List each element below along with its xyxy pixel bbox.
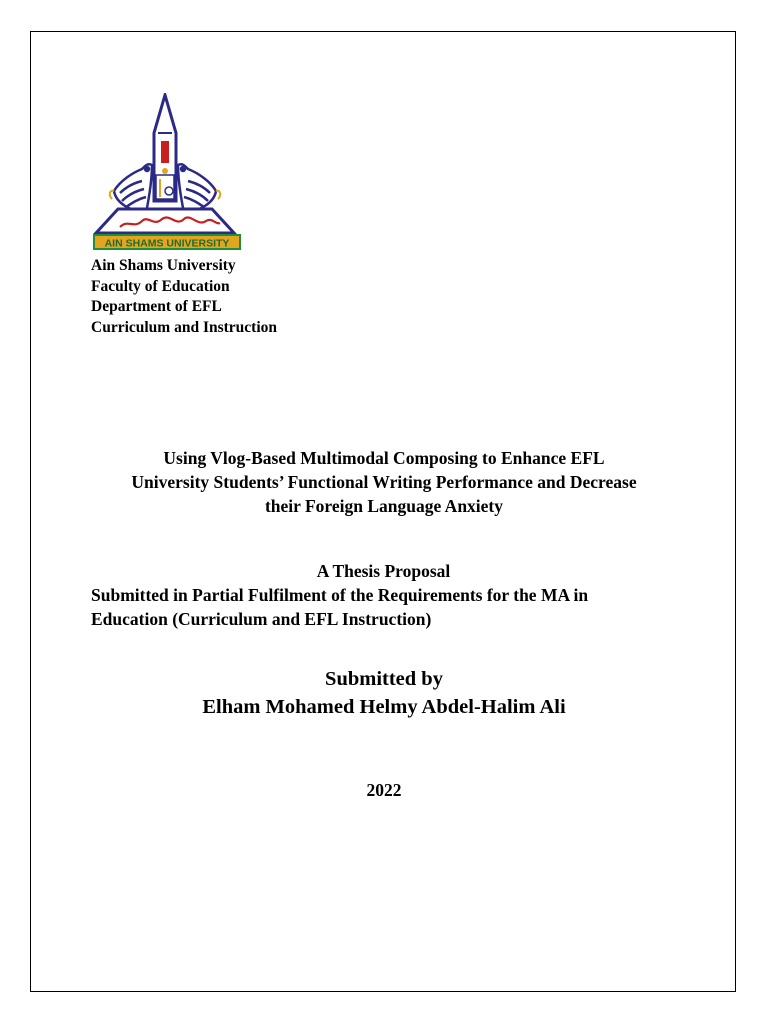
author-name: Elham Mohamed Helmy Abdel-Halim Ali [202, 696, 566, 718]
proposal-line-2: Education (Curriculum and EFL Instruction) [91, 609, 432, 629]
ain-shams-university-logo [90, 93, 246, 253]
obelisk-glyph [161, 141, 169, 163]
left-falcon [114, 164, 152, 213]
thesis-title [40, 446, 728, 518]
faculty-name: Faculty of Education [91, 277, 230, 295]
submitted-by-label: Submitted by [325, 668, 443, 690]
title-line-1: Using Vlog-Based Multimodal Composing to Enhance EFL [163, 448, 605, 468]
proposal-line-1: Submitted in Partial Fulfilment of the Requirements for the MA in [91, 585, 589, 605]
division-name: Curriculum and Instruction [91, 318, 278, 336]
submission-block [40, 665, 728, 721]
title-line-3: their Foreign Language Anxiety [264, 496, 504, 516]
title-line-2: University Students’ Functional Writing Performance and Decrease [131, 472, 637, 492]
right-falcon [178, 164, 216, 213]
university-info [91, 256, 277, 338]
logo-banner-text: AIN SHAMS UNIVERSITY [104, 237, 230, 250]
proposal-statement [91, 559, 691, 631]
university-name: Ain Shams University [91, 257, 236, 274]
proposal-heading: A Thesis Proposal [316, 561, 451, 581]
department-name: Department of EFL [91, 298, 222, 315]
submission-year: 2022 [366, 780, 402, 800]
